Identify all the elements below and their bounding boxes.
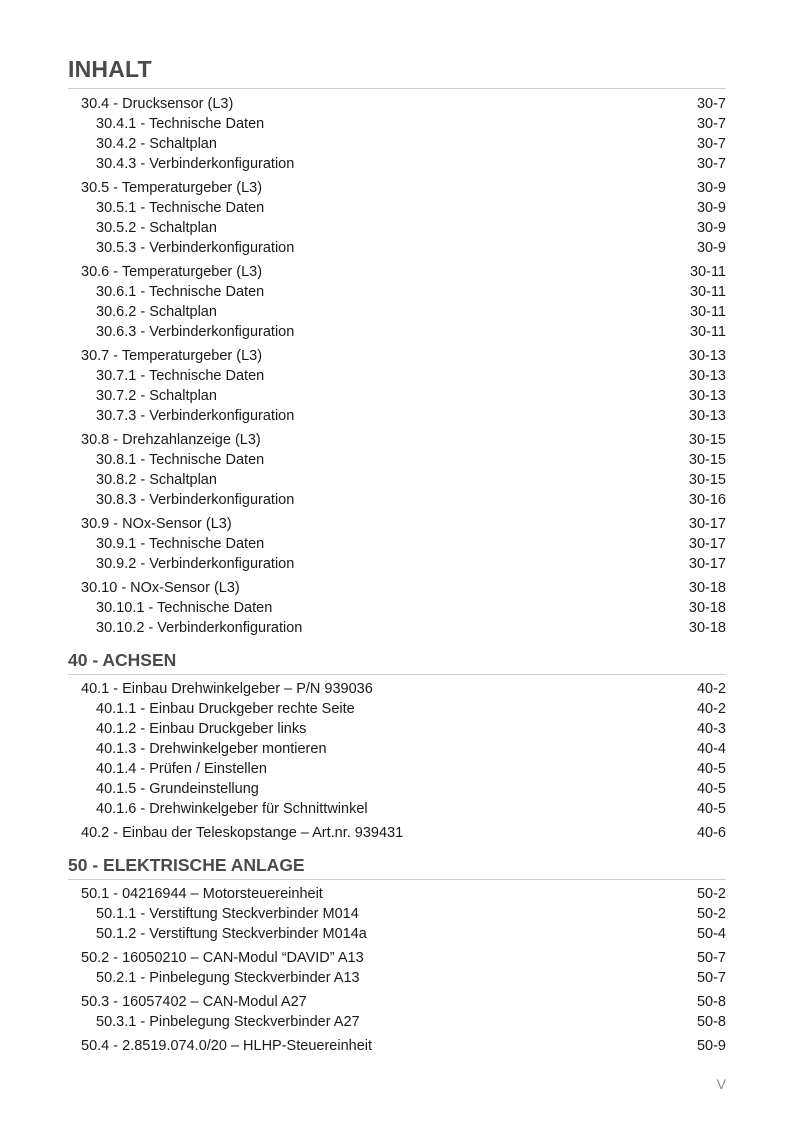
toc-entry-label: 30.5.1 - Technische Daten: [96, 200, 265, 216]
toc-entry-label: 30.8.1 - Technische Daten: [96, 452, 265, 468]
toc-entry-label: 30.6.2 - Schaltplan: [96, 304, 217, 320]
toc-entry-subsection[interactable]: [68, 904, 726, 924]
toc-entry-label: 30.6.3 - Verbinderkonfiguration: [96, 324, 295, 340]
toc-entry-label: 40.1.1 - Einbau Druckgeber rechte Seite: [96, 701, 355, 717]
toc-entry-page: 30-13: [688, 388, 726, 404]
toc-entry-section[interactable]: [68, 178, 726, 198]
toc-entry-page: 30-15: [688, 432, 726, 448]
toc-entry-page: 30-13: [688, 408, 726, 424]
toc-entry-subsection[interactable]: [68, 386, 726, 406]
toc-entry-page: 30-9: [696, 220, 726, 236]
toc-entry-section[interactable]: [68, 948, 726, 968]
toc-group: [68, 578, 726, 638]
toc-entry-page: 30-7: [696, 96, 726, 112]
chapter-title: 50 - ELEKTRISCHE ANLAGE: [68, 855, 305, 875]
toc-entry-label: 30.5.3 - Verbinderkonfiguration: [96, 240, 295, 256]
toc-entry-page: 40-3: [696, 721, 726, 737]
toc-entry-subsection[interactable]: [68, 114, 726, 134]
toc-entry-label: 30.9.2 - Verbinderkonfiguration: [96, 556, 295, 572]
toc-entry-page: 30-13: [688, 348, 726, 364]
toc-entry-page: 30-9: [696, 240, 726, 256]
toc-entry-subsection[interactable]: [68, 799, 726, 819]
toc-entry-page: 40-6: [696, 825, 726, 841]
toc-entry-subsection[interactable]: [68, 1012, 726, 1032]
toc-entry-label: 30.4 - Drucksensor (L3): [81, 96, 234, 112]
toc-entry-subsection[interactable]: [68, 322, 726, 342]
toc-entry-label: 30.5 - Temperaturgeber (L3): [81, 180, 263, 196]
toc-entry-label: 50.4 - 2.8519.074.0/20 – HLHP-Steuereinheit: [81, 1038, 373, 1054]
toc-entry-page: 50-7: [696, 950, 726, 966]
toc-entry-label: 30.8.3 - Verbinderkonfiguration: [96, 492, 295, 508]
toc-entry-subsection[interactable]: [68, 759, 726, 779]
toc-entry-subsection[interactable]: [68, 598, 726, 618]
toc-entry-page: 30-9: [696, 180, 726, 196]
toc-entry-label: 40.2 - Einbau der Teleskopstange – Art.nr. 939431: [81, 825, 404, 841]
toc-entry-section[interactable]: [68, 679, 726, 699]
chapter-divider: [68, 674, 726, 675]
toc-entry-label: 50.2 - 16050210 – CAN-Modul “DAVID” A13: [81, 950, 364, 966]
toc-entry-page: 50-2: [696, 906, 726, 922]
toc-entry-subsection[interactable]: [68, 699, 726, 719]
toc-entry-page: 50-2: [696, 886, 726, 902]
toc-entry-page: 50-8: [696, 994, 726, 1010]
toc-entry-subsection[interactable]: [68, 450, 726, 470]
toc-entry-label: 40.1.6 - Drehwinkelgeber für Schnittwinkel: [96, 801, 368, 817]
toc-entry-page: 50-4: [696, 926, 726, 942]
toc-entry-label: 30.7.3 - Verbinderkonfiguration: [96, 408, 295, 424]
toc-entry-label: 30.4.1 - Technische Daten: [96, 116, 265, 132]
toc-entry-subsection[interactable]: [68, 554, 726, 574]
toc-entry-page: 30-18: [688, 600, 726, 616]
chapter-heading-block: [68, 853, 726, 880]
toc-group: [68, 94, 726, 174]
toc-entry-subsection[interactable]: [68, 490, 726, 510]
toc-group: [68, 346, 726, 426]
toc-entry-page: 40-5: [696, 781, 726, 797]
toc-group: [68, 1036, 726, 1056]
toc-entry-label: 50.3 - 16057402 – CAN-Modul A27: [81, 994, 307, 1010]
toc-entry-page: 30-16: [688, 492, 726, 508]
toc-entry-page: 30-17: [688, 556, 726, 572]
toc-entry-subsection[interactable]: [68, 406, 726, 426]
toc-entry-section[interactable]: [68, 514, 726, 534]
toc-group: [68, 679, 726, 819]
toc-entry-page: 30-11: [689, 324, 726, 340]
toc-entry-label: 30.9.1 - Technische Daten: [96, 536, 265, 552]
toc-group: [68, 948, 726, 988]
toc-entry-label: 50.2.1 - Pinbelegung Steckverbinder A13: [96, 970, 360, 986]
toc-group: [68, 262, 726, 342]
toc-entry-section[interactable]: [68, 262, 726, 282]
toc-entry-label: 40.1.3 - Drehwinkelgeber montieren: [96, 741, 327, 757]
toc-entry-page: 30-11: [689, 264, 726, 280]
toc-entry-page: 30-15: [688, 452, 726, 468]
toc-entry-page: 40-5: [696, 801, 726, 817]
toc-entry-page: 30-7: [696, 116, 726, 132]
toc-entry-page: 30-15: [688, 472, 726, 488]
toc-entry-section[interactable]: [68, 1036, 726, 1056]
toc-entry-page: 50-7: [696, 970, 726, 986]
toc-entry-label: 30.9 - NOx-Sensor (L3): [81, 516, 232, 532]
toc-entry-label: 30.4.3 - Verbinderkonfiguration: [96, 156, 295, 172]
page-title: INHALT: [68, 56, 152, 82]
toc-entry-page: 30-7: [696, 136, 726, 152]
toc-entry-subsection[interactable]: [68, 968, 726, 988]
toc-entry-page: 30-18: [688, 580, 726, 596]
toc-entry-page: 50-9: [696, 1038, 726, 1054]
toc-entry-page: 40-2: [696, 681, 726, 697]
toc-entry-page: 50-8: [696, 1014, 726, 1030]
toc-entry-subsection[interactable]: [68, 366, 726, 386]
toc-entry-label: 50.1.1 - Verstiftung Steckverbinder M014: [96, 906, 359, 922]
chapter-title: 40 - ACHSEN: [68, 650, 177, 670]
toc-entry-subsection[interactable]: [68, 924, 726, 944]
toc-entry-label: 40.1 - Einbau Drehwinkelgeber – P/N 939036: [81, 681, 373, 697]
toc-entry-label: 30.8.2 - Schaltplan: [96, 472, 217, 488]
toc-group: [68, 514, 726, 574]
toc-entry-page: 30-11: [689, 304, 726, 320]
toc-entry-page: 30-18: [688, 620, 726, 636]
toc-entry-label: 30.7.1 - Technische Daten: [96, 368, 265, 384]
toc-entry-subsection[interactable]: [68, 218, 726, 238]
toc-entry-subsection[interactable]: [68, 739, 726, 759]
toc-entry-page: 40-5: [696, 761, 726, 777]
toc-entry-label: 40.1.5 - Grundeinstellung: [96, 781, 259, 797]
toc-entry-label: 30.10 - NOx-Sensor (L3): [81, 580, 240, 596]
toc-entry-section[interactable]: [68, 884, 726, 904]
toc-entry-section[interactable]: [68, 430, 726, 450]
toc-entry-subsection[interactable]: [68, 198, 726, 218]
toc-entry-subsection[interactable]: [68, 534, 726, 554]
toc-entry-label: 30.10.1 - Technische Daten: [96, 600, 273, 616]
toc-group: [68, 823, 726, 843]
toc-entry-label: 50.1 - 04216944 – Motorsteuereinheit: [81, 886, 323, 902]
toc-entry-subsection[interactable]: [68, 470, 726, 490]
toc-entry-section[interactable]: [68, 94, 726, 114]
toc-entry-subsection[interactable]: [68, 618, 726, 638]
toc-entry-page: 40-2: [696, 701, 726, 717]
toc-entry-page: 30-13: [688, 368, 726, 384]
toc-entry-label: 30.5.2 - Schaltplan: [96, 220, 217, 236]
table-of-contents: [68, 94, 726, 1060]
toc-entry-subsection[interactable]: [68, 779, 726, 799]
toc-entry-label: 50.3.1 - Pinbelegung Steckverbinder A27: [96, 1014, 360, 1030]
toc-entry-label: 30.8 - Drehzahlanzeige (L3): [81, 432, 261, 448]
toc-entry-subsection[interactable]: [68, 302, 726, 322]
toc-entry-section[interactable]: [68, 823, 726, 843]
chapter-heading-block: [68, 648, 726, 675]
toc-entry-subsection[interactable]: [68, 282, 726, 302]
toc-entry-label: 30.6 - Temperaturgeber (L3): [81, 264, 263, 280]
toc-entry-subsection[interactable]: [68, 719, 726, 739]
toc-entry-section[interactable]: [68, 578, 726, 598]
toc-entry-label: 30.7.2 - Schaltplan: [96, 388, 217, 404]
toc-entry-page: 30-11: [689, 284, 726, 300]
toc-entry-label: 50.1.2 - Verstiftung Steckverbinder M014a: [96, 926, 367, 942]
toc-entry-label: 30.7 - Temperaturgeber (L3): [81, 348, 263, 364]
toc-entry-label: 40.1.4 - Prüfen / Einstellen: [96, 761, 267, 777]
toc-entry-label: 40.1.2 - Einbau Druckgeber links: [96, 721, 307, 737]
page-number: V: [716, 1076, 726, 1092]
toc-group: [68, 884, 726, 944]
toc-entry-page: 30-7: [696, 156, 726, 172]
title-divider: [68, 88, 726, 89]
toc-entry-label: 30.6.1 - Technische Daten: [96, 284, 265, 300]
toc-group: [68, 992, 726, 1032]
toc-entry-section[interactable]: [68, 992, 726, 1012]
toc-group: [68, 178, 726, 258]
toc-entry-subsection[interactable]: [68, 154, 726, 174]
toc-entry-page: 30-17: [688, 516, 726, 532]
toc-entry-page: 30-9: [696, 200, 726, 216]
toc-entry-subsection[interactable]: [68, 134, 726, 154]
toc-entry-subsection[interactable]: [68, 238, 726, 258]
toc-group: [68, 430, 726, 510]
toc-entry-label: 30.10.2 - Verbinderkonfiguration: [96, 620, 303, 636]
toc-entry-label: 30.4.2 - Schaltplan: [96, 136, 217, 152]
toc-entry-page: 40-4: [696, 741, 726, 757]
toc-entry-page: 30-17: [688, 536, 726, 552]
toc-entry-section[interactable]: [68, 346, 726, 366]
chapter-divider: [68, 879, 726, 880]
